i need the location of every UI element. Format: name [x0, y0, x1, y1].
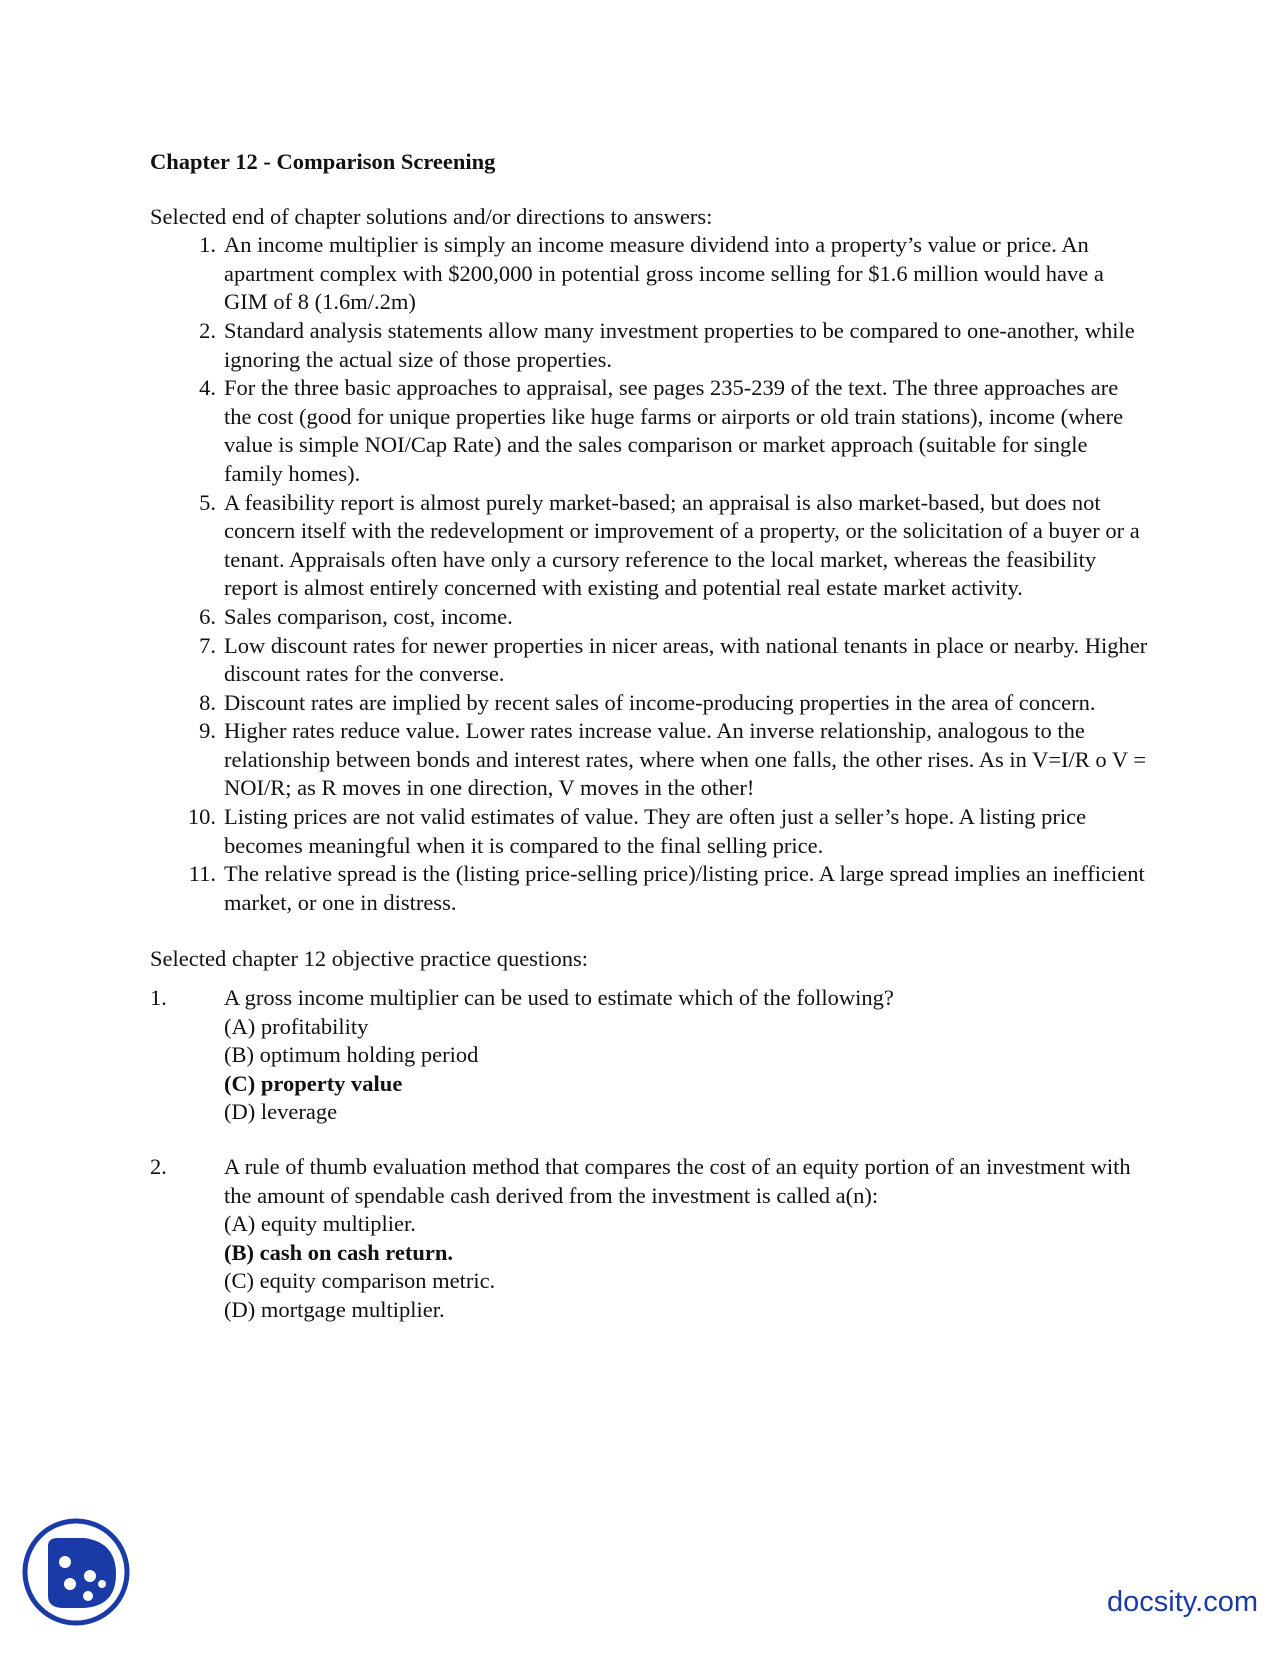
solution-item	[150, 317, 1150, 374]
solution-text: Discount rates are implied by recent sales of income-producing properties in the area of concern.	[224, 689, 1096, 715]
question-number: 2.	[150, 1154, 167, 1179]
solution-number: 11.	[188, 861, 216, 887]
page-title: Chapter 12 - Comparison Screening	[150, 149, 496, 174]
document-page	[150, 148, 1150, 1351]
docsity-watermark[interactable]: docsity.com	[1107, 1586, 1258, 1618]
solution-text: Higher rates reduce value. Lower rates increase value. An inverse relationship, analogous to the relationship between bonds and interest rates, where when one falls, the other rises. As in V=I/R o V = NOI/R; as R moves in one direction, V moves in the other!	[224, 718, 1147, 801]
solution-item	[150, 231, 1150, 317]
question-text: A rule of thumb evaluation method that compares the cost of an equity portion of an investment with the amount of spendable cash derived from the investment is called a(n):	[224, 1154, 1131, 1208]
solution-text: An income multiplier is simply an income measure dividend into a property’s value or price. An apartment complex with $200,000 in potential gross income selling for $1.6 million would have a GIM of 8 (1.6m/.2m)	[224, 232, 1104, 315]
answer-option: (A) equity multiplier.	[224, 1211, 416, 1237]
solution-number: 4.	[199, 375, 216, 401]
solution-item	[150, 632, 1150, 689]
solution-text: Sales comparison, cost, income.	[224, 603, 513, 629]
answer-option: (B) optimum holding period	[224, 1042, 479, 1068]
docsity-logo-icon	[20, 1516, 132, 1628]
answer-option-correct: (C) property value	[224, 1070, 403, 1096]
solutions-intro: Selected end of chapter solutions and/or directions to answers:	[150, 203, 713, 229]
question-item	[150, 1153, 1150, 1325]
solution-text: The relative spread is the (listing price-selling price)/listing price. A large spread implies an inefficient market, or one in distress.	[224, 861, 1145, 915]
solution-number: 6.	[199, 603, 216, 629]
answer-option: (A) profitability	[224, 1013, 369, 1039]
solution-number: 2.	[199, 317, 216, 343]
answer-option-correct: (B) cash on cash return.	[224, 1239, 453, 1265]
solution-item	[150, 489, 1150, 603]
questions-intro: Selected chapter 12 objective practice questions:	[150, 946, 588, 972]
solution-number: 9.	[199, 718, 216, 744]
answer-option: (C) equity comparison metric.	[224, 1268, 496, 1294]
answer-option: (D) leverage	[224, 1099, 338, 1125]
question-item	[150, 984, 1150, 1127]
solution-number: 1.	[199, 232, 216, 258]
solutions-list	[150, 231, 1150, 917]
solution-text: A feasibility report is almost purely market-based; an appraisal is also market-based, but does not concern itself with the redevelopment or improvement of a property, or the solicitation of a buyer or a tenant. Appraisals often have only a cursory reference to the local market, whereas the feasibility report is almost entirely concerned with existing and potential real estate market activity.	[224, 489, 1140, 601]
answer-option: (D) mortgage multiplier.	[224, 1296, 445, 1322]
solution-number: 7.	[199, 632, 216, 658]
solution-number: 10.	[187, 804, 216, 830]
solution-text: Standard analysis statements allow many investment properties to be compared to one-another, while ignoring the actual size of those properties.	[224, 317, 1135, 372]
solution-item	[150, 374, 1150, 488]
solution-item	[150, 603, 1150, 632]
question-number: 1.	[150, 985, 167, 1011]
solution-number: 5.	[199, 489, 216, 515]
solution-item	[150, 803, 1150, 860]
question-text: A gross income multiplier can be used to estimate which of the following?	[224, 985, 894, 1011]
solution-text: Low discount rates for newer properties in nicer areas, with national tenants in place or nearby. Higher discount rates for the converse.	[224, 632, 1148, 687]
solution-text: Listing prices are not valid estimates of value. They are often just a seller’s hope. A listing price becomes meaningful when it is compared to the final selling price.	[224, 804, 1087, 858]
solution-number: 8.	[199, 689, 216, 715]
questions-list	[150, 984, 1150, 1325]
solution-item	[150, 860, 1150, 917]
solution-item	[150, 689, 1150, 718]
solution-text: For the three basic approaches to appraisal, see pages 235-239 of the text. The three approaches are the cost (good for unique properties like huge farms or airports or old train stations), income (where value is simple NOI/Cap Rate) and the sales comparison or market approach (suitable for single family homes).	[224, 375, 1124, 486]
solution-item	[150, 717, 1150, 803]
